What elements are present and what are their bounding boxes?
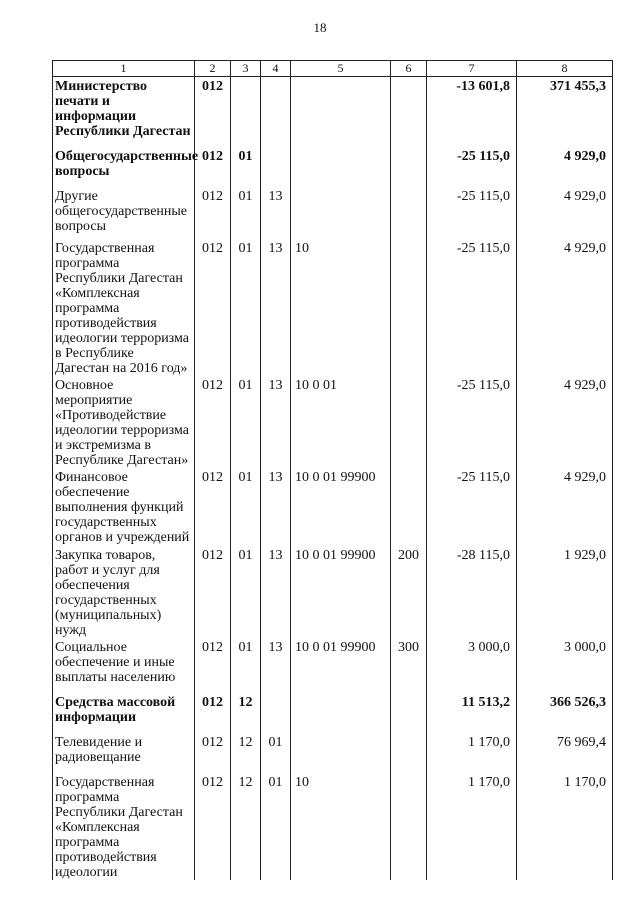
column-header: 3: [231, 61, 261, 77]
cell-amount-total: 4 929,0: [517, 239, 613, 376]
row-name: Средства массовой информации: [53, 693, 195, 733]
cell-ministry-code: 012: [195, 693, 231, 733]
cell-amount-total: 371 455,3: [517, 77, 613, 147]
cell-ministry-code: 012: [195, 638, 231, 693]
row-name: Государственная программа Республики Дагестан «Комплексная программа противодействия идеологии: [53, 773, 195, 880]
cell-expense-type: [391, 77, 427, 147]
cell-amount-change: -28 115,0: [427, 546, 517, 638]
cell-amount-change: -25 115,0: [427, 147, 517, 187]
cell-amount-total: 3 000,0: [517, 638, 613, 693]
cell-expense-type: [391, 468, 427, 546]
cell-section-code: 12: [231, 693, 261, 733]
cell-section-code: 01: [231, 376, 261, 468]
cell-expense-type: [391, 773, 427, 880]
row-name: Телевидение и радиовещание: [53, 733, 195, 773]
cell-target-article: 10 0 01 99900: [291, 638, 391, 693]
column-header: 7: [427, 61, 517, 77]
cell-amount-change: 1 170,0: [427, 773, 517, 880]
row-name: Основное мероприятие «Противодействие идеологии терроризма и экстремизма в Республике Дагестан»: [53, 376, 195, 468]
cell-amount-total: 1 170,0: [517, 773, 613, 880]
cell-section-code: 01: [231, 546, 261, 638]
cell-section-code: 01: [231, 187, 261, 239]
cell-target-article: 10 0 01 99900: [291, 546, 391, 638]
cell-ministry-code: 012: [195, 733, 231, 773]
cell-target-article: [291, 77, 391, 147]
table-row: [53, 239, 613, 376]
cell-section-code: [231, 77, 261, 147]
column-header: 4: [261, 61, 291, 77]
cell-subsection-code: [261, 147, 291, 187]
cell-expense-type: [391, 693, 427, 733]
cell-ministry-code: 012: [195, 376, 231, 468]
column-header: 6: [391, 61, 427, 77]
cell-section-code: 12: [231, 773, 261, 880]
cell-ministry-code: 012: [195, 773, 231, 880]
cell-target-article: 10: [291, 239, 391, 376]
table-row: [53, 147, 613, 187]
cell-section-code: 12: [231, 733, 261, 773]
cell-ministry-code: 012: [195, 546, 231, 638]
table-row: [53, 773, 613, 880]
row-name: Государственная программа Республики Дагестан «Комплексная программа противодействия идеологии терроризма в Республике Дагестан на 2016 год»: [53, 239, 195, 376]
page-number: 18: [313, 20, 327, 35]
cell-expense-type: 300: [391, 638, 427, 693]
cell-expense-type: 200: [391, 546, 427, 638]
table-row: [53, 693, 613, 733]
cell-amount-total: 4 929,0: [517, 147, 613, 187]
table-row: [53, 376, 613, 468]
row-name: Социальное обеспечение и иные выплаты населению: [53, 638, 195, 693]
column-number-row: [53, 61, 613, 77]
cell-expense-type: [391, 147, 427, 187]
cell-amount-total: 76 969,4: [517, 733, 613, 773]
cell-section-code: 01: [231, 147, 261, 187]
cell-target-article: [291, 147, 391, 187]
cell-subsection-code: [261, 77, 291, 147]
budget-table: [52, 60, 613, 880]
cell-amount-change: 11 513,2: [427, 693, 517, 733]
cell-subsection-code: 13: [261, 239, 291, 376]
cell-amount-total: 4 929,0: [517, 468, 613, 546]
cell-subsection-code: 01: [261, 733, 291, 773]
cell-subsection-code: 13: [261, 468, 291, 546]
cell-subsection-code: 13: [261, 187, 291, 239]
cell-section-code: 01: [231, 239, 261, 376]
cell-amount-total: 4 929,0: [517, 187, 613, 239]
cell-section-code: 01: [231, 468, 261, 546]
row-name: Другие общегосударственные вопросы: [53, 187, 195, 239]
row-name: Финансовое обеспечение выполнения функций государственных органов и учреждений: [53, 468, 195, 546]
column-header: 2: [195, 61, 231, 77]
cell-amount-change: -25 115,0: [427, 239, 517, 376]
cell-target-article: 10 0 01: [291, 376, 391, 468]
row-name: Закупка товаров, работ и услуг для обеспечения государственных (муниципальных) нужд: [53, 546, 195, 638]
cell-amount-change: 1 170,0: [427, 733, 517, 773]
row-name: Общегосударственные вопросы: [53, 147, 195, 187]
cell-amount-change: -25 115,0: [427, 187, 517, 239]
cell-amount-total: 1 929,0: [517, 546, 613, 638]
cell-subsection-code: 13: [261, 546, 291, 638]
cell-amount-total: 366 526,3: [517, 693, 613, 733]
cell-expense-type: [391, 733, 427, 773]
cell-ministry-code: 012: [195, 187, 231, 239]
cell-subsection-code: [261, 693, 291, 733]
cell-amount-total: 4 929,0: [517, 376, 613, 468]
cell-amount-change: -25 115,0: [427, 468, 517, 546]
cell-ministry-code: 012: [195, 77, 231, 147]
column-header: 1: [53, 61, 195, 77]
cell-subsection-code: 01: [261, 773, 291, 880]
cell-target-article: 10: [291, 773, 391, 880]
column-header: 8: [517, 61, 613, 77]
table-row: [53, 733, 613, 773]
cell-target-article: [291, 733, 391, 773]
cell-ministry-code: 012: [195, 147, 231, 187]
cell-target-article: 10 0 01 99900: [291, 468, 391, 546]
cell-subsection-code: 13: [261, 638, 291, 693]
cell-expense-type: [391, 239, 427, 376]
table-row: [53, 546, 613, 638]
table-row: [53, 187, 613, 239]
cell-subsection-code: 13: [261, 376, 291, 468]
column-header: 5: [291, 61, 391, 77]
cell-ministry-code: 012: [195, 239, 231, 376]
cell-target-article: [291, 187, 391, 239]
table-row: [53, 468, 613, 546]
table-row: [53, 638, 613, 693]
row-name: Министерство печати и информации Республики Дагестан: [53, 77, 195, 147]
cell-amount-change: 3 000,0: [427, 638, 517, 693]
cell-amount-change: -25 115,0: [427, 376, 517, 468]
cell-target-article: [291, 693, 391, 733]
cell-section-code: 01: [231, 638, 261, 693]
table-row: [53, 77, 613, 147]
cell-ministry-code: 012: [195, 468, 231, 546]
cell-amount-change: -13 601,8: [427, 77, 517, 147]
cell-expense-type: [391, 187, 427, 239]
cell-expense-type: [391, 376, 427, 468]
